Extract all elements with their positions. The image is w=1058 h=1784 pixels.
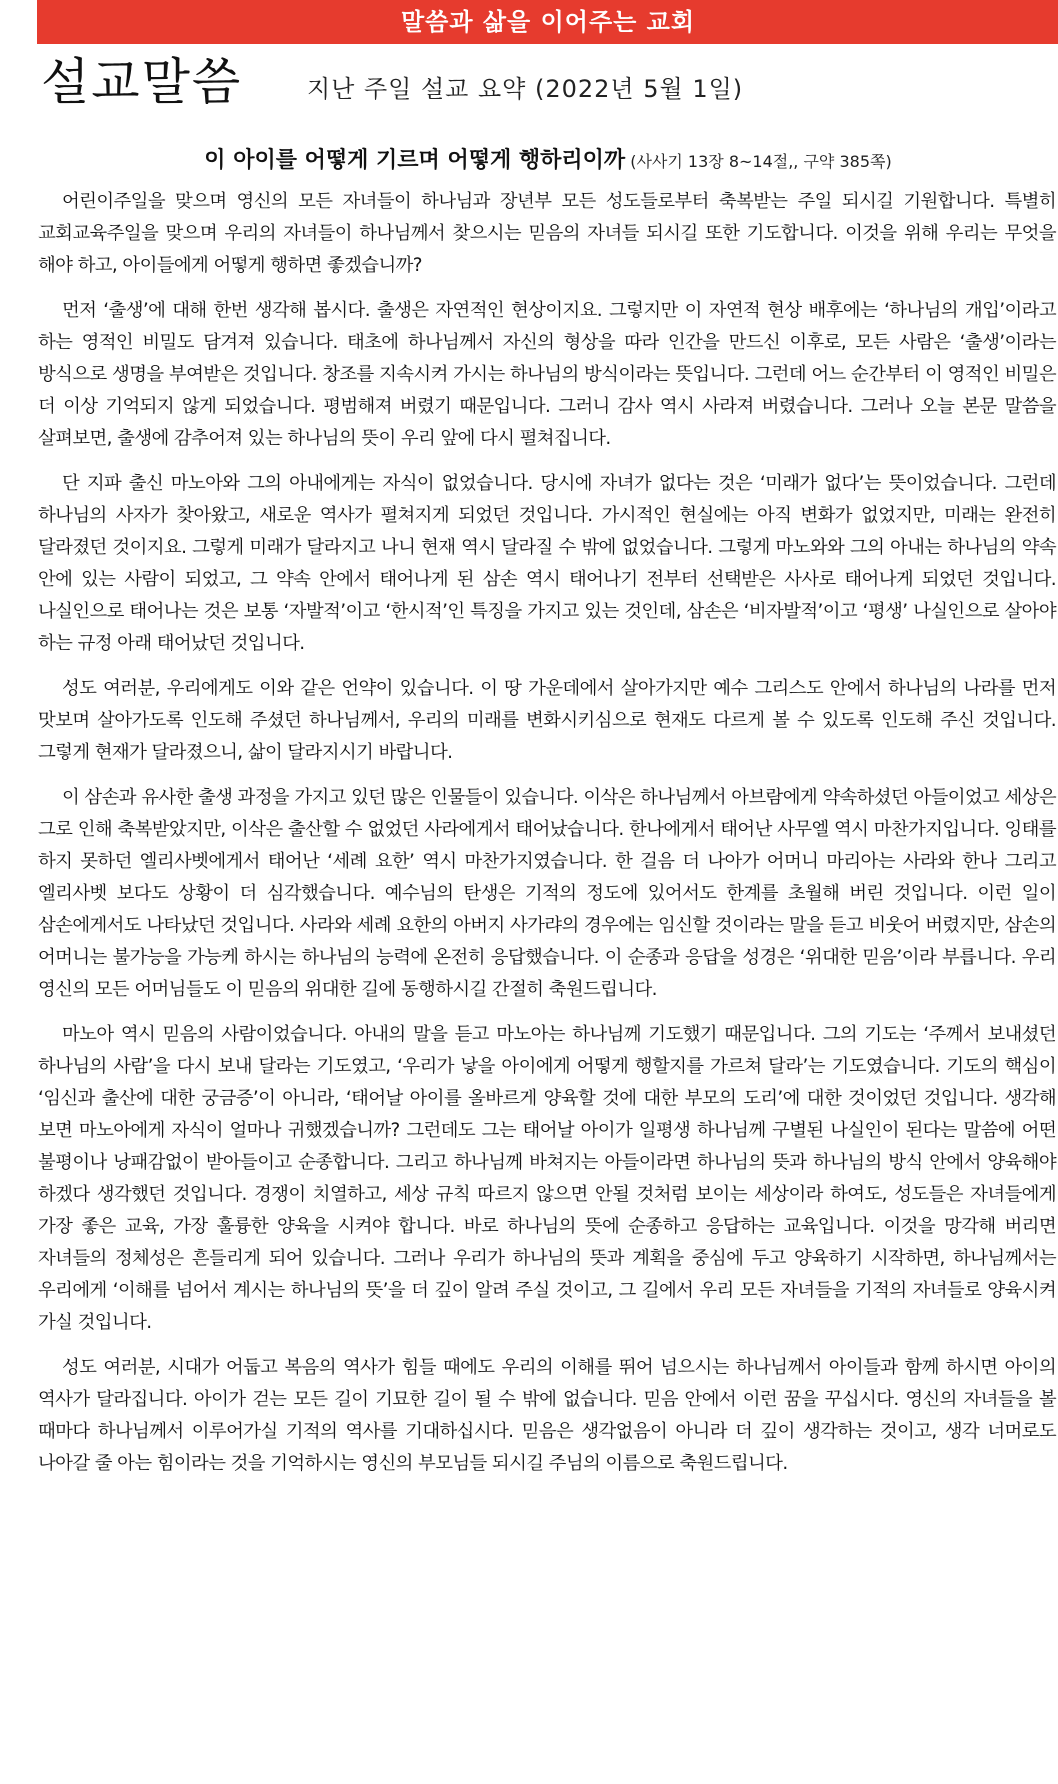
section-title: 설교말씀	[41, 53, 243, 111]
paragraph: 마노아 역시 믿음의 사람이었습니다. 아내의 말을 듣고 마노아는 하나님께 기도했기 때문입니다. 그의 기도는 ‘주께서 보내셨던 하나님의 사람’을 다시 보내 달라는 기도였고, ‘우리가 낳을 아이에게 어떻게 행할지를 가르쳐 달라’는 기도였습니다. 기도의 핵심이 ‘임신과 출산에 대한 궁금증’이 아니라, ‘태어날 아이를 올바르게 양육할 것에 대한 부모의 도리’에 대한 것이었던 것입니다. 생각해 보면 마노아에게 자식이 얼마나 귀했겠습니까? 그런데도 그는 태어날 아이가 일평생 하나님께 구별된 나실인이 된다는 말씀에 어떤 불평이나 낭패감없이 받아들이고 순종합니다. 그리고 하나님께 바쳐지는 아들이라면 하나님의 뜻과 하나님의 방식 안에서 양육해야 하겠다 생각했던 것입니다. 경쟁이 치열하고, 세상 규칙 따르지 않으면 안될 것처럼 보이는 세상이라 하여도, 성도들은 자녀들에게 가장 좋은 교육, 가장 훌륭한 양육을 시켜야 합니다. 바로 하나님의 뜻에 순종하고 응답하는 교육입니다. 이것을 망각해 버리면 자녀들의 정체성은 흔들리게 되어 있습니다. 그러나 우리가 하나님의 뜻과 계획을 중심에 두고 양육하기 시작하면, 하나님께서는 우리에게 ‘이해를 넘어서 계시는 하나님의 뜻’을 더 깊이 알려 주실 것이고, 그 길에서 우리 모든 자녀들을 기적의 자녀들로 양육시켜 가실 것입니다.	[38, 1024, 1056, 1333]
paragraph: 먼저 ‘출생’에 대해 한번 생각해 봅시다. 출생은 자연적인 현상이지요. 그렇지만 이 자연적 현상 배후에는 ‘하나님의 개입’이라고 하는 영적인 비밀도 담겨져 있습니다. 태초에 하나님께서 자신의 형상을 따라 인간을 만드신 이후로, 모든 사람은 ‘출생’이라는 방식으로 생명을 부여받은 것입니다. 창조를 지속시켜 가시는 하나님의 방식이라는 뜻입니다. 그런데 어느 순간부터 이 영적인 비밀은 더 이상 기억되지 않게 되었습니다. 평범해져 버렸기 때문입니다. 그러니 감사 역시 사라져 버렸습니다. 그러나 오늘 본문 말씀을 살펴보면, 출생에 감추어져 있는 하나님의 뜻이 우리 앞에 다시 펼쳐집니다.	[38, 300, 1056, 449]
paragraph: 단 지파 출신 마노아와 그의 아내에게는 자식이 없었습니다. 당시에 자녀가 없다는 것은 ‘미래가 없다’는 뜻이었습니다. 그런데 하나님의 사자가 찾아왔고, 새로운 역사가 펼쳐지게 되었던 것입니다. 가시적인 현실에는 아직 변화가 없었지만, 미래는 완전히 달라졌던 것이지요. 그렇게 미래가 달라지고 나니 현재 역시 달라질 수 밖에 없었습니다. 그렇게 마노와와 그의 아내는 하나님의 약속 안에 있는 사람이 되었고, 그 약속 안에서 태어나게 된 삼손 역시 태어나기 전부터 선택받은 사사로 태어나게 되었던 것입니다. 나실인으로 태어나는 것은 보통 ‘자발적’이고 ‘한시적’인 특징을 가지고 있는 것인데, 삼손은 ‘비자발적’이고 ‘평생’ 나실인으로 살아야 하는 규정 아래 태어났던 것입니다.	[38, 473, 1056, 654]
paragraph: 성도 여러분, 시대가 어둡고 복음의 역사가 힘들 때에도 우리의 이해를 뛰어 넘으시는 하나님께서 아이들과 함께 하시면 아이의 역사가 달라집니다. 아이가 걷는 모든 길이 기묘한 길이 될 수 밖에 없습니다. 믿음 안에서 이런 꿈을 꾸십시다. 영신의 자녀들을 볼 때마다 하나님께서 이루어가실 기적의 역사를 기대하십시다. 믿음은 생각없음이 아니라 더 깊이 생각하는 것이고, 생각 너머로도 나아갈 줄 아는 힘이라는 것을 기억하시는 영신의 부모님들 되시길 주님의 이름으로 축원드립니다.	[38, 1357, 1056, 1474]
paragraph: 이 삼손과 유사한 출생 과정을 가지고 있던 많은 인물들이 있습니다. 이삭은 하나님께서 아브람에게 약속하셨던 아들이었고 세상은 그로 인해 축복받았지만, 이삭은 출산할 수 없었던 사라에게서 태어났습니다. 한나에게서 태어난 사무엘 역시 마찬가지입니다. 잉태를 하지 못하던 엘리사벳에게서 태어난 ‘세례 요한’ 역시 마찬가지였습니다. 한 걸음 더 나아가 어머니 마리아는 사라와 한나 그리고 엘리사벳 보다도 상황이 더 심각했습니다. 예수님의 탄생은 기적의 정도에 있어서도 한계를 초월해 버린 것입니다. 이런 일이 삼손에게서도 나타났던 것입니다. 사라와 세례 요한의 아버지 사가랴의 경우에는 임신할 것이라는 말을 듣고 비웃어 버렸지만, 삼손의 어머니는 불가능을 가능케 하시는 하나님의 능력에 온전히 응답했습니다. 이 순종과 응답을 성경은 ‘위대한 믿음’이라 부릅니다. 우리 영신의 모든 어머님들도 이 믿음의 위대한 길에 동행하시길 간절히 축원드립니다.	[38, 787, 1056, 1000]
sermon-body	[38, 186, 1056, 1493]
sermon-heading	[37, 146, 1058, 177]
church-slogan-banner: 말씀과 삶을 이어주는 교회	[37, 0, 1058, 44]
sermon-title: 이 아이를 어떻게 기르며 어떻게 행하리이까	[204, 148, 626, 173]
scripture-reference: (사사기 13장 8~14절,, 구약 385쪽)	[630, 152, 892, 171]
bulletin-header	[37, 52, 1037, 122]
paragraph: 어린이주일을 맞으며 영신의 모든 자녀들이 하나님과 장년부 모든 성도들로부터 축복받는 주일 되시길 기원합니다. 특별히 교회교육주일을 맞으며 우리의 자녀들이 하나님께서 찾으시는 믿음의 자녀들 되시길 또한 기도합니다. 이것을 위해 우리는 무엇을 해야 하고, 아이들에게 어떻게 행하면 좋겠습니까?	[38, 191, 1056, 276]
paragraph: 성도 여러분, 우리에게도 이와 같은 언약이 있습니다. 이 땅 가운데에서 살아가지만 예수 그리스도 안에서 하나님의 나라를 먼저 맛보며 살아가도록 인도해 주셨던 하나님께서, 우리의 미래를 변화시키심으로 현재도 다르게 볼 수 있도록 인도해 주신 것입니다. 그렇게 현재가 달라졌으니, 삶이 달라지시기 바랍니다.	[38, 678, 1056, 763]
section-subtitle: 지난 주일 설교 요약 (2022년 5월 1일)	[307, 75, 744, 103]
